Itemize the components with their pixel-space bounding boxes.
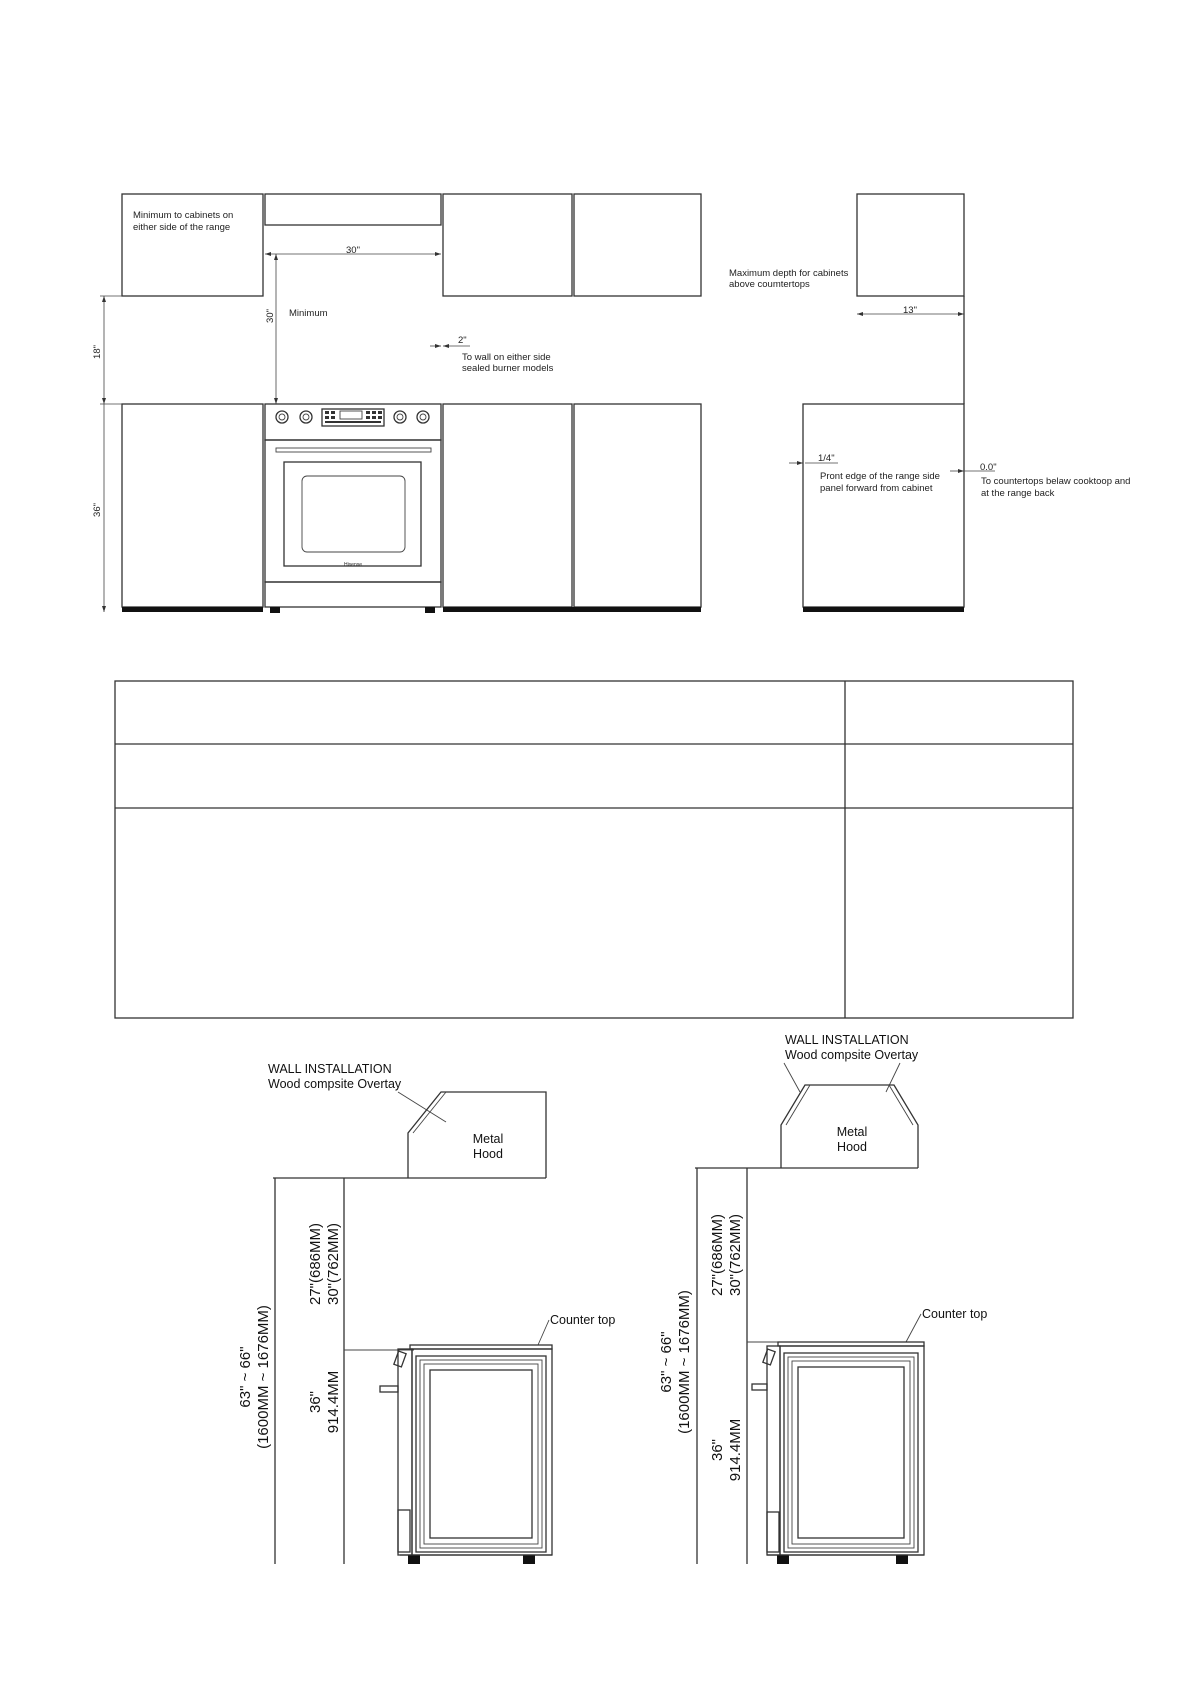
lower-cabinet-right-1 — [443, 404, 572, 607]
upper-cabinet-center — [265, 194, 441, 225]
hood-label-line2-right: Hood — [837, 1140, 867, 1154]
gap-quarter-label: 1/4" — [818, 453, 835, 464]
min-cabinets-note-line2: either side of the range — [133, 222, 231, 233]
wall-install-title-left: WALL INSTALLATION — [268, 1062, 392, 1076]
height-18-label: 18" — [92, 345, 103, 359]
height-36-label: 36" — [92, 503, 103, 517]
front-elevation-view — [92, 194, 701, 613]
total-height-mm-label-right: (1600MM ~ 1676MM) — [676, 1290, 693, 1434]
dim-36-mm-label-right: 914.4MM — [727, 1418, 744, 1482]
width-30-label: 30" — [346, 245, 360, 256]
floor-strip-left — [122, 607, 263, 612]
gap-2-label: 2" — [458, 335, 467, 346]
side-upper-cabinet — [857, 194, 964, 296]
range-front — [265, 404, 441, 613]
total-height-label-right: 63" ~ 66" — [658, 1331, 675, 1393]
total-height-mm-label-left: (1600MM ~ 1676MM) — [255, 1305, 272, 1449]
counter-top-label-right: Counter top — [922, 1307, 988, 1321]
range-profile-right — [752, 1342, 924, 1564]
overlay-label-right: Wood compsite Overtay — [785, 1048, 919, 1062]
dim-36-label-left: 36" — [307, 1390, 324, 1414]
min-cabinets-note-line1: Minimum to cabinets on — [133, 210, 234, 221]
upper-cabinet-right-1 — [443, 194, 572, 296]
spec-table — [115, 681, 1073, 1018]
side-elevation-view — [729, 194, 1130, 612]
height-30-label: 30" — [265, 309, 276, 323]
front-edge-note-line2: panel forward from cabinet — [820, 483, 933, 494]
max-depth-note-line1: Maximum depth for cabinets — [729, 268, 849, 279]
floor-strip-right — [443, 607, 701, 612]
wall-install-title-right: WALL INSTALLATION — [785, 1033, 909, 1047]
lower-cabinet-right-2 — [574, 404, 701, 607]
lower-cabinet-left — [122, 404, 263, 607]
wall-note-line2: sealed burner models — [462, 363, 554, 374]
gap-zero-label: 0.0" — [980, 462, 997, 473]
dim-27-label-right: 27"(686MM) — [709, 1213, 726, 1297]
wall-installation-right — [658, 1033, 987, 1564]
wall-installation-left — [237, 1062, 615, 1564]
countertops-note-line1: To countertops belaw cooktoop and — [981, 476, 1131, 487]
dim-36-mm-label-left: 914.4MM — [325, 1370, 342, 1434]
overlay-label-left: Wood compsite Overtay — [268, 1077, 402, 1091]
depth-13-label: 13" — [903, 305, 917, 316]
counter-top-label-left: Counter top — [550, 1313, 616, 1327]
range-profile-left — [380, 1345, 552, 1564]
dim-27-label-left: 27"(686MM) — [307, 1222, 324, 1306]
total-height-label-left: 63" ~ 66" — [237, 1346, 254, 1408]
range-brand-label: Hisense — [343, 562, 363, 568]
dim-36-label-right: 36" — [709, 1438, 726, 1462]
front-edge-note-line1: Pront edge of the range side — [820, 471, 940, 482]
max-depth-note-line2: above coumtertops — [729, 279, 810, 290]
side-lower-cabinet — [803, 404, 964, 607]
dim-30-label-left: 30"(762MM) — [325, 1222, 342, 1306]
dim-30-label-right: 30"(762MM) — [727, 1213, 744, 1297]
upper-cabinet-right-2 — [574, 194, 701, 296]
hood-label-line1-left: Metal — [472, 1132, 504, 1146]
hood-label-line1-right: Metal — [836, 1125, 868, 1139]
hood-label-line2-left: Hood — [473, 1147, 503, 1161]
countertops-note-line2: at the range back — [981, 488, 1055, 499]
wall-note-line1: To wall on either side — [462, 352, 551, 363]
minimum-label: Minimum — [289, 308, 328, 319]
